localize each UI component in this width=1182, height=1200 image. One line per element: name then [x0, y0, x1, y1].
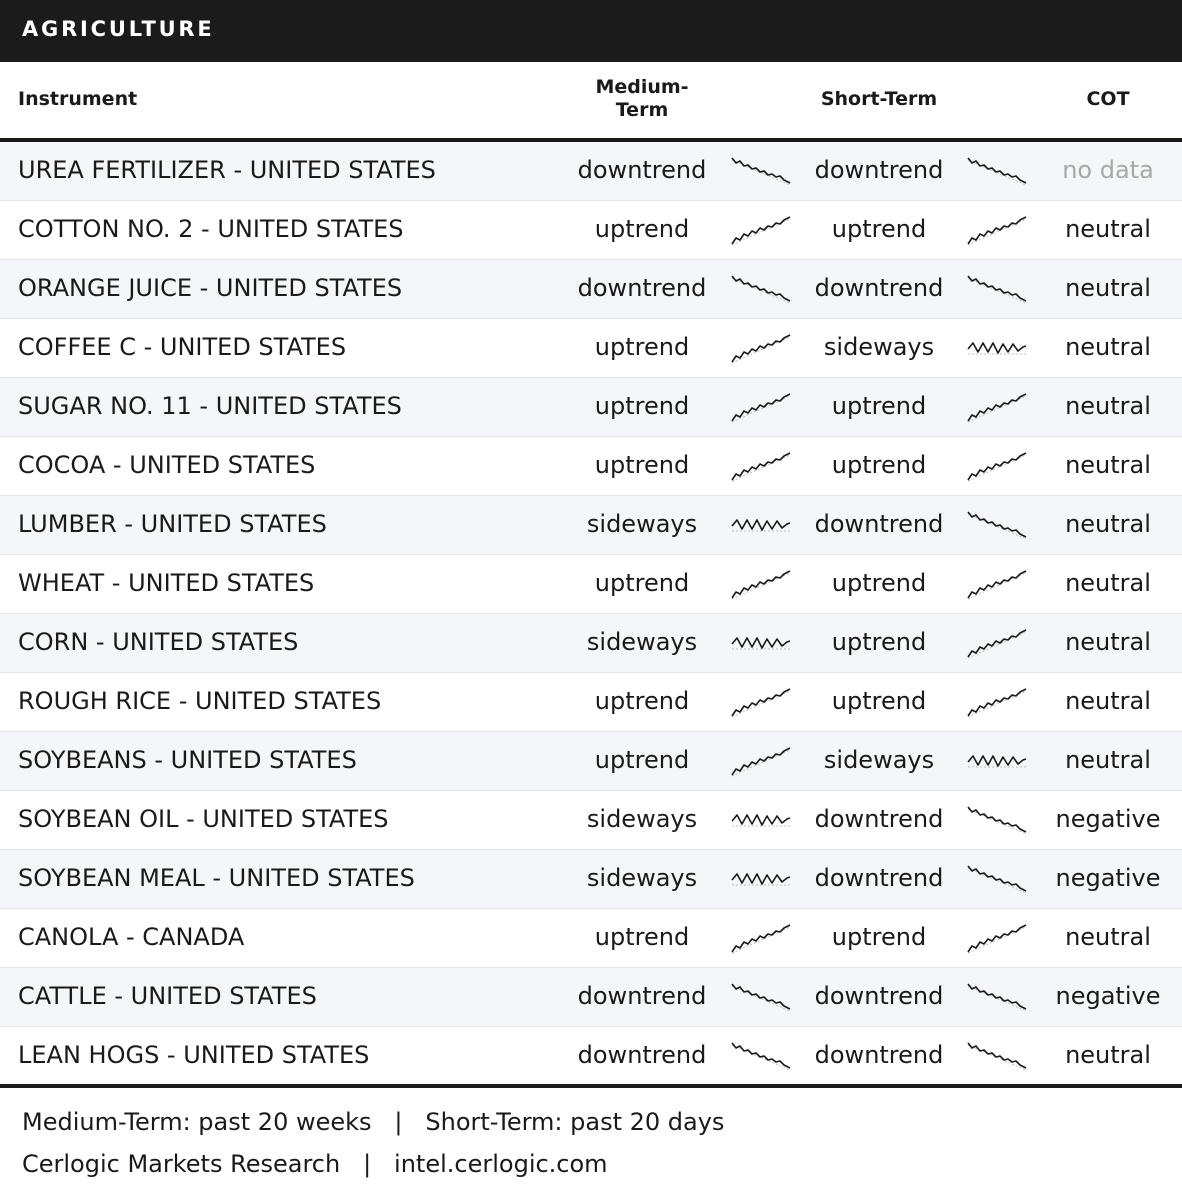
short-term-trend: uptrend [831, 628, 927, 656]
table-row [0, 732, 1182, 791]
medium-term-sparkline-sideways-icon [730, 627, 792, 659]
short-term-trend: sideways [823, 333, 935, 361]
instrument-name: ORANGE JUICE - UNITED STATES [18, 274, 403, 302]
cot-status: neutral [1065, 274, 1151, 302]
instrument-name: LEAN HOGS - UNITED STATES [18, 1041, 370, 1069]
cot-status: neutral [1065, 333, 1151, 361]
table-row [0, 968, 1182, 1027]
medium-term-sparkline-downtrend-icon [730, 981, 792, 1013]
instrument-name: COTTON NO. 2 - UNITED STATES [18, 215, 404, 243]
short-term-sparkline-uptrend-icon [966, 568, 1028, 600]
instrument-name: COFFEE C - UNITED STATES [18, 333, 347, 361]
short-term-sparkline-uptrend-icon [966, 922, 1028, 954]
short-term-sparkline-downtrend-icon [966, 804, 1028, 836]
table-row [0, 142, 1182, 201]
short-term-sparkline-sideways-icon [966, 745, 1028, 777]
short-term-sparkline-downtrend-icon [966, 1040, 1028, 1072]
medium-term-sparkline-uptrend-icon [730, 568, 792, 600]
table-row [0, 555, 1182, 614]
short-term-trend: uptrend [831, 687, 927, 715]
short-term-trend: uptrend [831, 569, 927, 597]
medium-term-trend: uptrend [594, 392, 690, 420]
medium-term-sparkline-uptrend-icon [730, 391, 792, 423]
short-term-sparkline-uptrend-icon [966, 391, 1028, 423]
cot-status: neutral [1065, 451, 1151, 479]
column-header-medium-term: Medium-Term [595, 76, 689, 121]
table-row [0, 673, 1182, 732]
medium-term-sparkline-uptrend-icon [730, 922, 792, 954]
footer-timeframes: Medium-Term: past 20 weeks | Short-Term: past 20 days [22, 1108, 725, 1136]
medium-term-sparkline-uptrend-icon [730, 745, 792, 777]
short-term-sparkline-uptrend-icon [966, 214, 1028, 246]
instrument-name: ROUGH RICE - UNITED STATES [18, 687, 382, 715]
short-term-sparkline-downtrend-icon [966, 981, 1028, 1013]
instrument-name: UREA FERTILIZER - UNITED STATES [18, 156, 436, 184]
cot-status: neutral [1065, 746, 1151, 774]
medium-term-trend: downtrend [577, 1041, 707, 1069]
short-term-sparkline-uptrend-icon [966, 686, 1028, 718]
medium-term-sparkline-downtrend-icon [730, 273, 792, 305]
short-term-trend: sideways [823, 746, 935, 774]
instrument-name: COCOA - UNITED STATES [18, 451, 316, 479]
cot-status: negative [1055, 982, 1161, 1010]
cot-status: no data [1062, 156, 1154, 184]
medium-term-trend: sideways [586, 805, 698, 833]
table-bottom-rule [0, 1084, 1182, 1088]
section-header [0, 0, 1182, 62]
table-row [0, 437, 1182, 496]
medium-term-sparkline-sideways-icon [730, 509, 792, 541]
cot-status: neutral [1065, 569, 1151, 597]
table-row [0, 260, 1182, 319]
short-term-trend: downtrend [814, 982, 944, 1010]
section-title: AGRICULTURE [22, 17, 215, 41]
medium-term-sparkline-sideways-icon [730, 804, 792, 836]
table-row [0, 378, 1182, 437]
medium-term-trend: uptrend [594, 746, 690, 774]
cot-status: negative [1055, 805, 1161, 833]
short-term-sparkline-downtrend-icon [966, 273, 1028, 305]
short-term-trend: uptrend [831, 215, 927, 243]
medium-term-trend: downtrend [577, 274, 707, 302]
instrument-name: SOYBEAN MEAL - UNITED STATES [18, 864, 415, 892]
short-term-sparkline-sideways-icon [966, 332, 1028, 364]
short-term-trend: downtrend [814, 1041, 944, 1069]
cot-status: neutral [1065, 628, 1151, 656]
instrument-name: WHEAT - UNITED STATES [18, 569, 315, 597]
cot-status: neutral [1065, 687, 1151, 715]
short-term-sparkline-downtrend-icon [966, 155, 1028, 187]
short-term-trend: uptrend [831, 451, 927, 479]
table-row [0, 850, 1182, 909]
cot-status: neutral [1065, 510, 1151, 538]
short-term-sparkline-downtrend-icon [966, 509, 1028, 541]
table-row [0, 791, 1182, 850]
cot-status: neutral [1065, 392, 1151, 420]
table-header [0, 62, 1182, 142]
medium-term-trend: sideways [586, 864, 698, 892]
medium-term-sparkline-uptrend-icon [730, 214, 792, 246]
short-term-trend: uptrend [831, 923, 927, 951]
column-header-instrument: Instrument [18, 88, 138, 110]
table-row [0, 909, 1182, 968]
footer-source: Cerlogic Markets Research | intel.cerlogic.com [22, 1150, 608, 1178]
table-row [0, 201, 1182, 260]
medium-term-sparkline-downtrend-icon [730, 1040, 792, 1072]
instrument-name: LUMBER - UNITED STATES [18, 510, 327, 538]
instrument-name: SOYBEANS - UNITED STATES [18, 746, 357, 774]
cot-status: neutral [1065, 1041, 1151, 1069]
table-row [0, 319, 1182, 378]
table-row [0, 1027, 1182, 1086]
medium-term-trend: sideways [586, 628, 698, 656]
table-row [0, 496, 1182, 555]
instrument-name: CANOLA - CANADA [18, 923, 245, 951]
table-row [0, 614, 1182, 673]
cot-status: negative [1055, 864, 1161, 892]
medium-term-sparkline-uptrend-icon [730, 332, 792, 364]
medium-term-sparkline-uptrend-icon [730, 686, 792, 718]
cot-status: neutral [1065, 923, 1151, 951]
column-header-short-term: Short-Term [820, 88, 938, 110]
medium-term-trend: uptrend [594, 451, 690, 479]
short-term-sparkline-uptrend-icon [966, 627, 1028, 659]
medium-term-trend: uptrend [594, 687, 690, 715]
instrument-name: SOYBEAN OIL - UNITED STATES [18, 805, 389, 833]
table-body [0, 142, 1182, 1086]
short-term-trend: downtrend [814, 864, 944, 892]
short-term-trend: downtrend [814, 274, 944, 302]
instrument-name: CATTLE - UNITED STATES [18, 982, 317, 1010]
medium-term-sparkline-sideways-icon [730, 863, 792, 895]
medium-term-trend: uptrend [594, 215, 690, 243]
short-term-trend: uptrend [831, 392, 927, 420]
short-term-trend: downtrend [814, 805, 944, 833]
instrument-name: SUGAR NO. 11 - UNITED STATES [18, 392, 402, 420]
medium-term-trend: downtrend [577, 982, 707, 1010]
medium-term-trend: uptrend [594, 923, 690, 951]
medium-term-trend: uptrend [594, 333, 690, 361]
short-term-trend: downtrend [814, 156, 944, 184]
short-term-sparkline-uptrend-icon [966, 450, 1028, 482]
short-term-sparkline-downtrend-icon [966, 863, 1028, 895]
medium-term-sparkline-downtrend-icon [730, 155, 792, 187]
medium-term-sparkline-uptrend-icon [730, 450, 792, 482]
medium-term-trend: downtrend [577, 156, 707, 184]
short-term-trend: downtrend [814, 510, 944, 538]
cot-status: neutral [1065, 215, 1151, 243]
medium-term-trend: uptrend [594, 569, 690, 597]
instrument-name: CORN - UNITED STATES [18, 628, 299, 656]
medium-term-trend: sideways [586, 510, 698, 538]
column-header-cot: COT [1086, 88, 1130, 110]
